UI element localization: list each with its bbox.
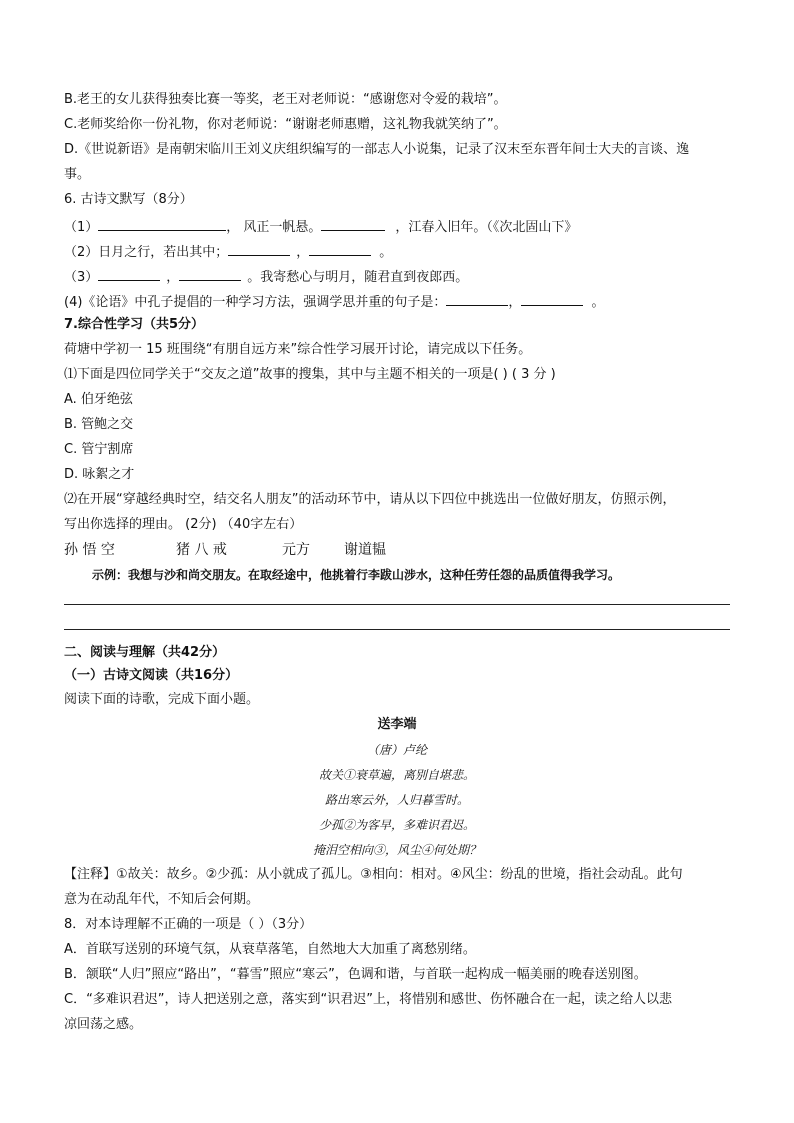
q7-name-4: 谢道韫 (344, 542, 386, 558)
q6-l2-end: 。 (379, 245, 393, 260)
poem-note-cont: 意为在动乱年代，不知后会何期。 (64, 892, 260, 907)
q6-line-1 (64, 216, 577, 237)
q7-option-c: C. 管宁割席 (64, 442, 134, 457)
q6-l4-end: 。 (591, 295, 605, 310)
fill-blank[interactable] (521, 291, 583, 306)
q7-option-a: A. 伯牙绝弦 (64, 392, 133, 407)
q8-option-c-cont: 凉回荡之感。 (64, 1017, 143, 1032)
q7-option-b: B. 管鲍之交 (64, 417, 134, 432)
q6-l3-label: （3） (64, 270, 99, 285)
q6-l1-label: （1） (64, 220, 99, 235)
q6-l3-text: 。我寄愁心与明月，随君直到夜郎西。 (247, 270, 469, 285)
q6-l3-comma: ， (166, 270, 180, 285)
q6-title: 6. 古诗文默写（8分） (64, 192, 193, 207)
q6-l2-text: （2）日月之行，若出其中； (64, 245, 229, 260)
q7-name-3: 元方 (282, 542, 310, 558)
fill-blank[interactable] (228, 241, 290, 256)
q6-l1-text2: ，江春入旧年。（《次北固山下》 (395, 220, 578, 235)
q6-l1-text: ， 风正一帆悬。 (226, 220, 322, 235)
q8-option-c: C．“多难识君迟”，诗人把送别之意，落实到“识君迟”上，将惜别和感世、伤怀融合在一起，读之给人以悲 (64, 992, 673, 1007)
q7-name-2: 猪 八 戒 (176, 542, 227, 558)
q7-sub1: ⑴下面是四位同学关于“交友之道”故事的搜集，其中与主题不相关的一项是( ) ( 3 分 ) (64, 367, 556, 382)
poem-line: 掩泪空相向③，风尘④何处期？ (312, 843, 481, 857)
fill-blank[interactable] (446, 291, 508, 306)
q5-option-b: B.老王的女儿获得独奏比赛一等奖，老王对老师说：“感谢您对令爱的栽培”。 (64, 92, 507, 107)
q6-l4-comma: ， (508, 295, 522, 310)
q7-sub2: ⑵在开展“穿越经典时空，结交名人朋友”的活动环节中，请从以下四位中挑选出一位做好朋友，仿照示例， (64, 492, 676, 507)
poem-author: （唐）卢纶 (366, 743, 427, 757)
q6-line-2 (64, 241, 392, 262)
fill-blank[interactable] (98, 266, 160, 281)
poem-line: 路出寒云外，人归暮雪时。 (324, 793, 469, 807)
poem-note: 【注释】①故关：故乡。②少孤：从小就成了孤儿。③相向：相对。④风尘：纷乱的世境，指社会动乱。此句 (64, 867, 683, 882)
q5-option-d: D.《世说新语》是南朝宋临川王刘义庆组织编写的一部志人小说集，记录了汉末至东晋年间士大夫的言谈、逸 (64, 142, 690, 157)
part2-title: 二、阅读与理解（共42分） (64, 645, 226, 660)
q7-intro: 荷塘中学初一 15 班围绕“有朋自远方来”综合性学习展开讨论，请完成以下任务。 (64, 342, 532, 357)
fill-blank[interactable] (321, 216, 385, 231)
fill-blank[interactable] (98, 216, 226, 231)
q6-line-4 (64, 291, 604, 312)
section1-title: （一）古诗文阅读（共16分） (64, 668, 239, 683)
q8-option-b: B．颔联“人归”照应“路出”，“暮雪”照应“寒云”，色调和谐，与首联一起构成一幅美丽的晚春送别图。 (64, 967, 647, 982)
poem-title: 送李端 (377, 717, 417, 732)
q7-example: 示例：我想与沙和尚交朋友。在取经途中，他挑着行李跋山涉水，这种任劳任怨的品质值得我学习。 (92, 568, 621, 582)
q6-l4-text: (4)《论语》中孔子提倡的一种学习方法，强调学思并重的句子是： (64, 295, 447, 310)
fill-blank[interactable] (309, 241, 371, 256)
answer-line[interactable] (64, 629, 730, 630)
reading-instruction: 阅读下面的诗歌，完成下面小题。 (64, 692, 260, 707)
q5-option-c: C.老师奖给你一份礼物，你对老师说：“谢谢老师惠赠，这礼物我就笑纳了”。 (64, 117, 507, 132)
fill-blank[interactable] (179, 266, 241, 281)
q8-option-a: A．首联写送别的环境气氛，从衰草落笔，自然地大大加重了离愁别绪。 (64, 942, 476, 957)
answer-line[interactable] (64, 604, 730, 605)
q5-option-d-cont: 事。 (64, 167, 91, 182)
q7-sub2-cont: 写出你选择的理由。 (2分) （40字左右） (64, 517, 303, 532)
poem-line: 少孤②为客早，多难识君迟。 (318, 818, 475, 832)
q7-name-1: 孙 悟 空 (64, 542, 115, 558)
poem-line: 故关①衰草遍，离别自堪悲。 (318, 768, 475, 782)
q6-l2-comma: ， (296, 245, 310, 260)
q8-title: 8．对本诗理解不正确的一项是（ ）（3分） (64, 917, 313, 932)
q6-line-3 (64, 266, 468, 287)
q7-title: 7.综合性学习（共5分） (64, 317, 205, 332)
q7-option-d: D. 咏絮之才 (64, 467, 135, 482)
